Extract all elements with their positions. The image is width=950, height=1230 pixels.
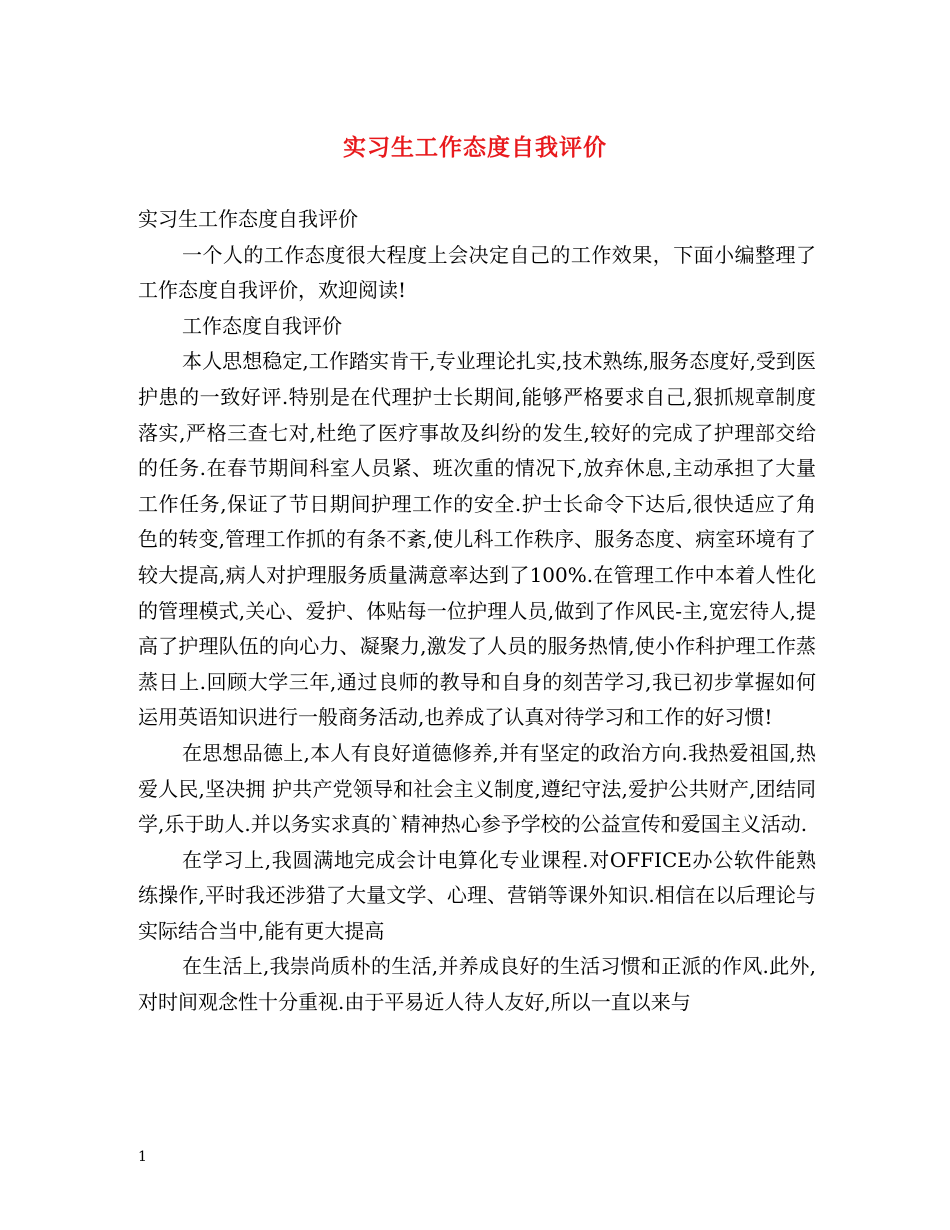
- body-paragraph: 本人思想稳定,工作踏实肯干,专业理论扎实,技术熟练,服务态度好,受到医护患的一致好评.特别是在代理护士长期间,能够严格要求自己,狠抓规章制度落实,严格三查七对,杜绝了医疗事故及纠纷的发生,较好的完成了护理部交给的任务.在春节期间科室人员紧、班次重的情况下,放弃休息,主动承担了大量工作任务,保证了节日期间护理工作的安全.护士长命令下达后,很快适应了角色的转变,管理工作抓的有条不紊,使儿科工作秩序、服务态度、病室环境有了较大提高,病人对护理服务质量满意率达到了100%.在管理工作中本着人性化的管理模式,关心、爱护、体贴每一位护理人员,做到了作风民-主,宽宏待人,提高了护理队伍的向心力、凝聚力,激发了人员的服务热情,使小作科护理工作蒸蒸日上.回顾大学三年,通过良师的教导和自身的刻苦学习,我已初步掌握如何运用英语知识进行一般商务活动,也养成了认真对待学习和工作的好习惯!: [138, 349, 816, 730]
- document-body: [138, 202, 816, 1021]
- section-heading: 工作态度自我评价: [182, 313, 342, 338]
- subtitle-paragraph: 实习生工作态度自我评价: [138, 207, 358, 231]
- page-number: 1: [138, 1149, 147, 1165]
- document-title: 实习生工作态度自我评价: [343, 134, 607, 161]
- intro-paragraph: 一个人的工作态度很大程度上会决定自己的工作效果，下面小编整理了工作态度自我评价，欢迎阅读!: [138, 242, 816, 303]
- body-paragraph: 在思想品德上,本人有良好道德修养,并有坚定的政治方向.我热爱祖国,热爱人民,坚决拥 护共产党领导和社会主义制度,遵纪守法,爱护公共财产,团结同学,乐于助人.并以务实求真的`精神热心参予学校的公益宣传和爱国主义活动.: [138, 740, 816, 837]
- body-paragraph: 在学习上,我圆满地完成会计电算化专业课程.对OFFICE办公软件能熟练操作,平时我还涉猎了大量文学、心理、营销等课外知识.相信在以后理论与实际结合当中,能有更大提高: [138, 847, 816, 943]
- body-paragraph: 在生活上,我崇尚质朴的生活,并养成良好的生活习惯和正派的作风.此外,对时间观念性十分重视.由于平易近人待人友好,所以一直以来与: [138, 954, 816, 1015]
